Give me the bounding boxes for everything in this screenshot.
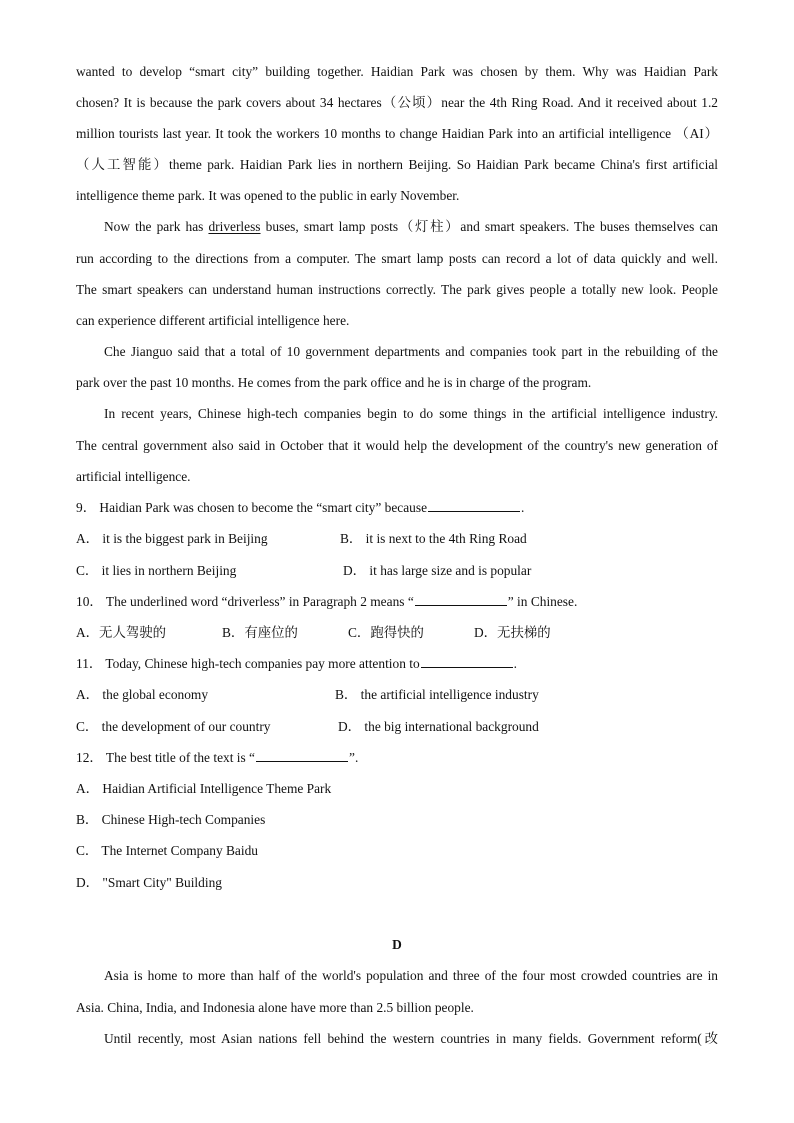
question-9-stem (76, 499, 718, 517)
passage-c-p2-line-1 (104, 218, 718, 236)
q12-option-d[interactable]: D． "Smart City" Building (76, 875, 222, 890)
passage-c-p3-line-2: park over the past 10 months. He comes from the park office and he is in charge of the program. (76, 375, 592, 390)
q9-stem-end: . (521, 500, 525, 515)
q12-stem-text: 12． The best title of the text is “ (76, 750, 256, 765)
passage-d-p1-line-1: Asia is home to more than half of the world's population and three of the four most crowded countries are in (104, 968, 718, 983)
passage-d-p2-line-1: Until recently, most Asian nations fell behind the western countries in many fields. Government reform(改 (104, 1031, 718, 1046)
passage-c-p4-line-2: The central government also said in October that it would help the development of the country's new generation of (76, 438, 718, 453)
q11-option-b[interactable]: B． the artificial intelligence industry (335, 687, 539, 702)
q9-stem-text: 9． Haidian Park was chosen to become the “smart city” because (76, 500, 428, 515)
passage-c-p1-line-4: （人工智能）theme park. Haidian Park lies in northern Beijing. So Haidian Park became China's first artificial (76, 157, 718, 172)
passage-c-p2-line-3: The smart speakers can understand human instructions correctly. The park gives people a totally new look. People (76, 282, 718, 297)
q10-option-a[interactable]: A．无人驾驶的 (76, 625, 167, 640)
q12-option-b[interactable]: B． Chinese High-tech Companies (76, 812, 266, 827)
passage-c-p1-line-5: intelligence theme park. It was opened to the public in early November. (76, 188, 460, 203)
q10-answer-blank[interactable] (415, 593, 507, 606)
passage-d-heading: D (392, 937, 402, 952)
q10-stem-text: 10． The underlined word “driverless” in Paragraph 2 means “ (76, 594, 414, 609)
p2-suffix: buses, smart lamp posts（灯柱）and smart speakers. The buses themselves can (260, 219, 718, 234)
passage-c-p1-line-1: wanted to develop “smart city” building together. Haidian Park was chosen by them. Why was Haidian Park (76, 64, 718, 79)
passage-c-p4-line-1: In recent years, Chinese high-tech companies begin to do some things in the artificial intelligence industry. (104, 406, 718, 421)
passage-d-p1-line-2: Asia. China, India, and Indonesia alone have more than 2.5 billion people. (76, 1000, 474, 1015)
q10-option-c[interactable]: C．跑得快的 (348, 625, 424, 640)
question-12-stem (76, 749, 718, 767)
q11-answer-blank[interactable] (421, 655, 513, 668)
q9-option-b[interactable]: B． it is next to the 4th Ring Road (340, 531, 527, 546)
q12-option-c[interactable]: C． The Internet Company Baidu (76, 843, 258, 858)
passage-c-p2-line-4: can experience different artificial intelligence here. (76, 313, 350, 328)
q12-option-a[interactable]: A． Haidian Artificial Intelligence Theme Park (76, 781, 332, 796)
q11-stem-text: 11． Today, Chinese high-tech companies pay more attention to (76, 656, 420, 671)
q9-option-c[interactable]: C． it lies in northern Beijing (76, 563, 237, 578)
q11-option-a[interactable]: A． the global economy (76, 687, 209, 702)
question-10-stem (76, 593, 718, 611)
q11-option-d[interactable]: D． the big international background (338, 719, 539, 734)
underlined-word-driverless: driverless (208, 219, 261, 234)
q10-option-d[interactable]: D．无扶梯的 (474, 625, 551, 640)
q11-option-c[interactable]: C． the development of our country (76, 719, 271, 734)
q10-stem-end: ” in Chinese. (507, 594, 578, 609)
q9-option-a[interactable]: A． it is the biggest park in Beijing (76, 531, 268, 546)
question-11-stem (76, 655, 718, 673)
passage-c-p2-line-2: run according to the directions from a computer. The smart lamp posts can record a lot of data quickly and well. (76, 251, 718, 266)
q9-answer-blank[interactable] (428, 499, 520, 512)
passage-c-p1-line-2: chosen? It is because the park covers about 34 hectares（公顷）near the 4th Ring Road. And it received about 1.2 (76, 95, 718, 110)
q11-stem-end: . (513, 656, 518, 671)
q12-answer-blank[interactable] (256, 749, 348, 762)
q10-option-b[interactable]: B．有座位的 (222, 625, 298, 640)
passage-c-p1-line-3: million tourists last year. It took the workers 10 months to change Haidian Park into an artificial intelligence （AI） (76, 126, 718, 141)
passage-c-p3-line-1: Che Jianguo said that a total of 10 government departments and companies took part in the rebuilding of the (104, 344, 718, 359)
passage-c-p4-line-3: artificial intelligence. (76, 469, 191, 484)
q12-stem-end: ”. (349, 750, 359, 765)
p2-prefix: Now the park has (104, 219, 209, 234)
q9-option-d[interactable]: D． it has large size and is popular (343, 563, 532, 578)
